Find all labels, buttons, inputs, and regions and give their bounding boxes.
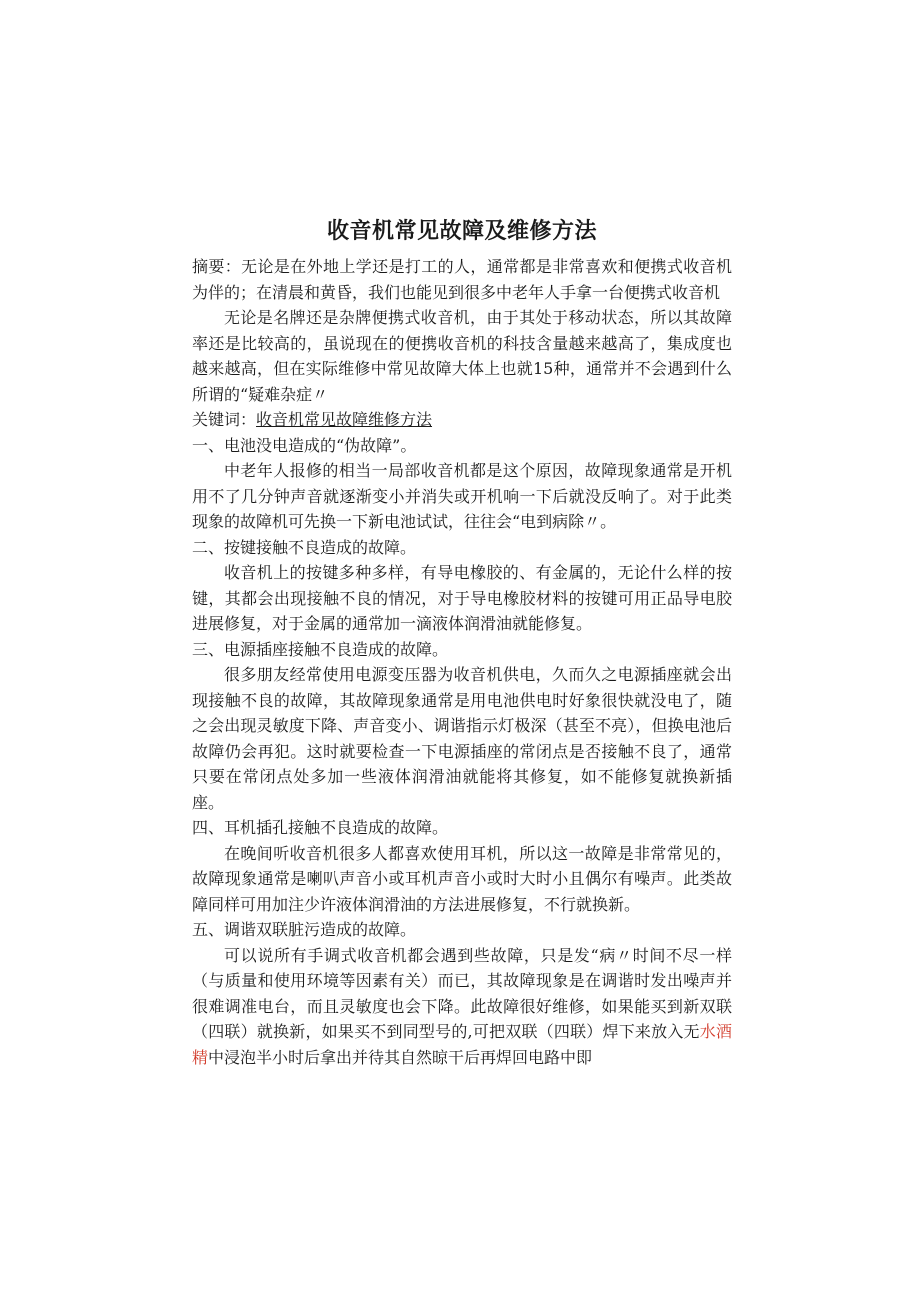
section-heading-3: 三、电源插座接触不良造成的故障。 (192, 639, 449, 659)
section-heading-5: 五、调谐双联脏污造成的故障。 (192, 920, 417, 939)
section-body-5-part-2: 中浸泡半小时后拿出并待其自然晾干后再焊回电路中即 (208, 1047, 593, 1067)
abstract-paragraph: 摘要：无论是在外地上学还是打工的人，通常都是非常喜欢和便携式收音机为伴的；在清晨和黄昏，我们也能见到很多中老年人手拿一台便携式收音机 (192, 257, 732, 302)
intro-paragraph: 无论是名牌还是杂牌便携式收音机，由于其处于移动状态，所以其故障率还是比较高的，虽说现在的便携收音机的科技含量越来越高了，集成度也越来越高，但在实际维修中常见故障大体上也就15种，通常并不会遇到什么所谓的“疑难杂症〃 (192, 308, 732, 404)
section-heading-4: 四、耳机插孔接触不良造成的故障。 (192, 818, 449, 837)
keywords-label: 关键词： (192, 410, 257, 429)
document-page (192, 214, 732, 1070)
section-heading-2: 二、按键接触不良造成的故障。 (192, 537, 417, 557)
keywords-line (192, 407, 732, 433)
section-body-5 (192, 943, 732, 1071)
document-title: 收音机常见故障及维修方法 (326, 219, 597, 244)
highlighted-term: 水酒精 (192, 1022, 732, 1067)
section-body-4: 在晚间听收音机很多人都喜欢使用耳机，所以这一故障是非常常见的，故障现象通常是喇叭声音小或耳机声音小或时大时小且偶尔有噪声。此类故障同样可用加注少许液体润滑油的方法进展修复，不行就换新。 (192, 843, 732, 914)
section-body-3: 很多朋友经常使用电源变压器为收音机供电，久而久之电源插座就会出现接触不良的故障，其故障现象通常是用电池供电时好象很快就没电了，随之会出现灵敏度下降、声音变小、调谐指示灯极深（甚至不亮），但换电池后故障仍会再犯。这时就要检查一下电源插座的常闭点是否接触不良了，通常只要在常闭点处多加一些液体润滑油就能将其修复，如不能修复就换新插座。 (192, 665, 732, 812)
keywords-text: 收音机常见故障维修方法 (256, 410, 433, 429)
section-body-1: 中老年人报修的相当一局部收音机都是这个原因，故障现象通常是开机用不了几分钟声音就逐渐变小并消失或开机响一下后就没反响了。对于此类现象的故障机可先换一下新电池试试，往往会“电到病除〃。 (192, 461, 732, 531)
section-heading-1: 一、电池没电造成的“伪故障”。 (192, 435, 417, 455)
section-body-2: 收音机上的按键多种多样，有导电橡胶的、有金属的，无论什么样的按键，其都会出现接触不良的情况，对于导电橡胶材料的按键可用正品导电胶进展修复，对于金属的通常加一滴液体润滑油就能修复。 (192, 563, 732, 633)
section-body-5-part-1: 可以说所有手调式收音机都会遇到些故障，只是发“病〃时间不尽一样（与质量和使用环境等因素有关）而已，其故障现象是在调谐时发出噪声并很难调准电台，而且灵敏度也会下降。此故障很好维修，如果能买到新双联（四联）就换新，如果买不到同型号的,可把双联（四联）焊下来放入无 (192, 945, 732, 1041)
